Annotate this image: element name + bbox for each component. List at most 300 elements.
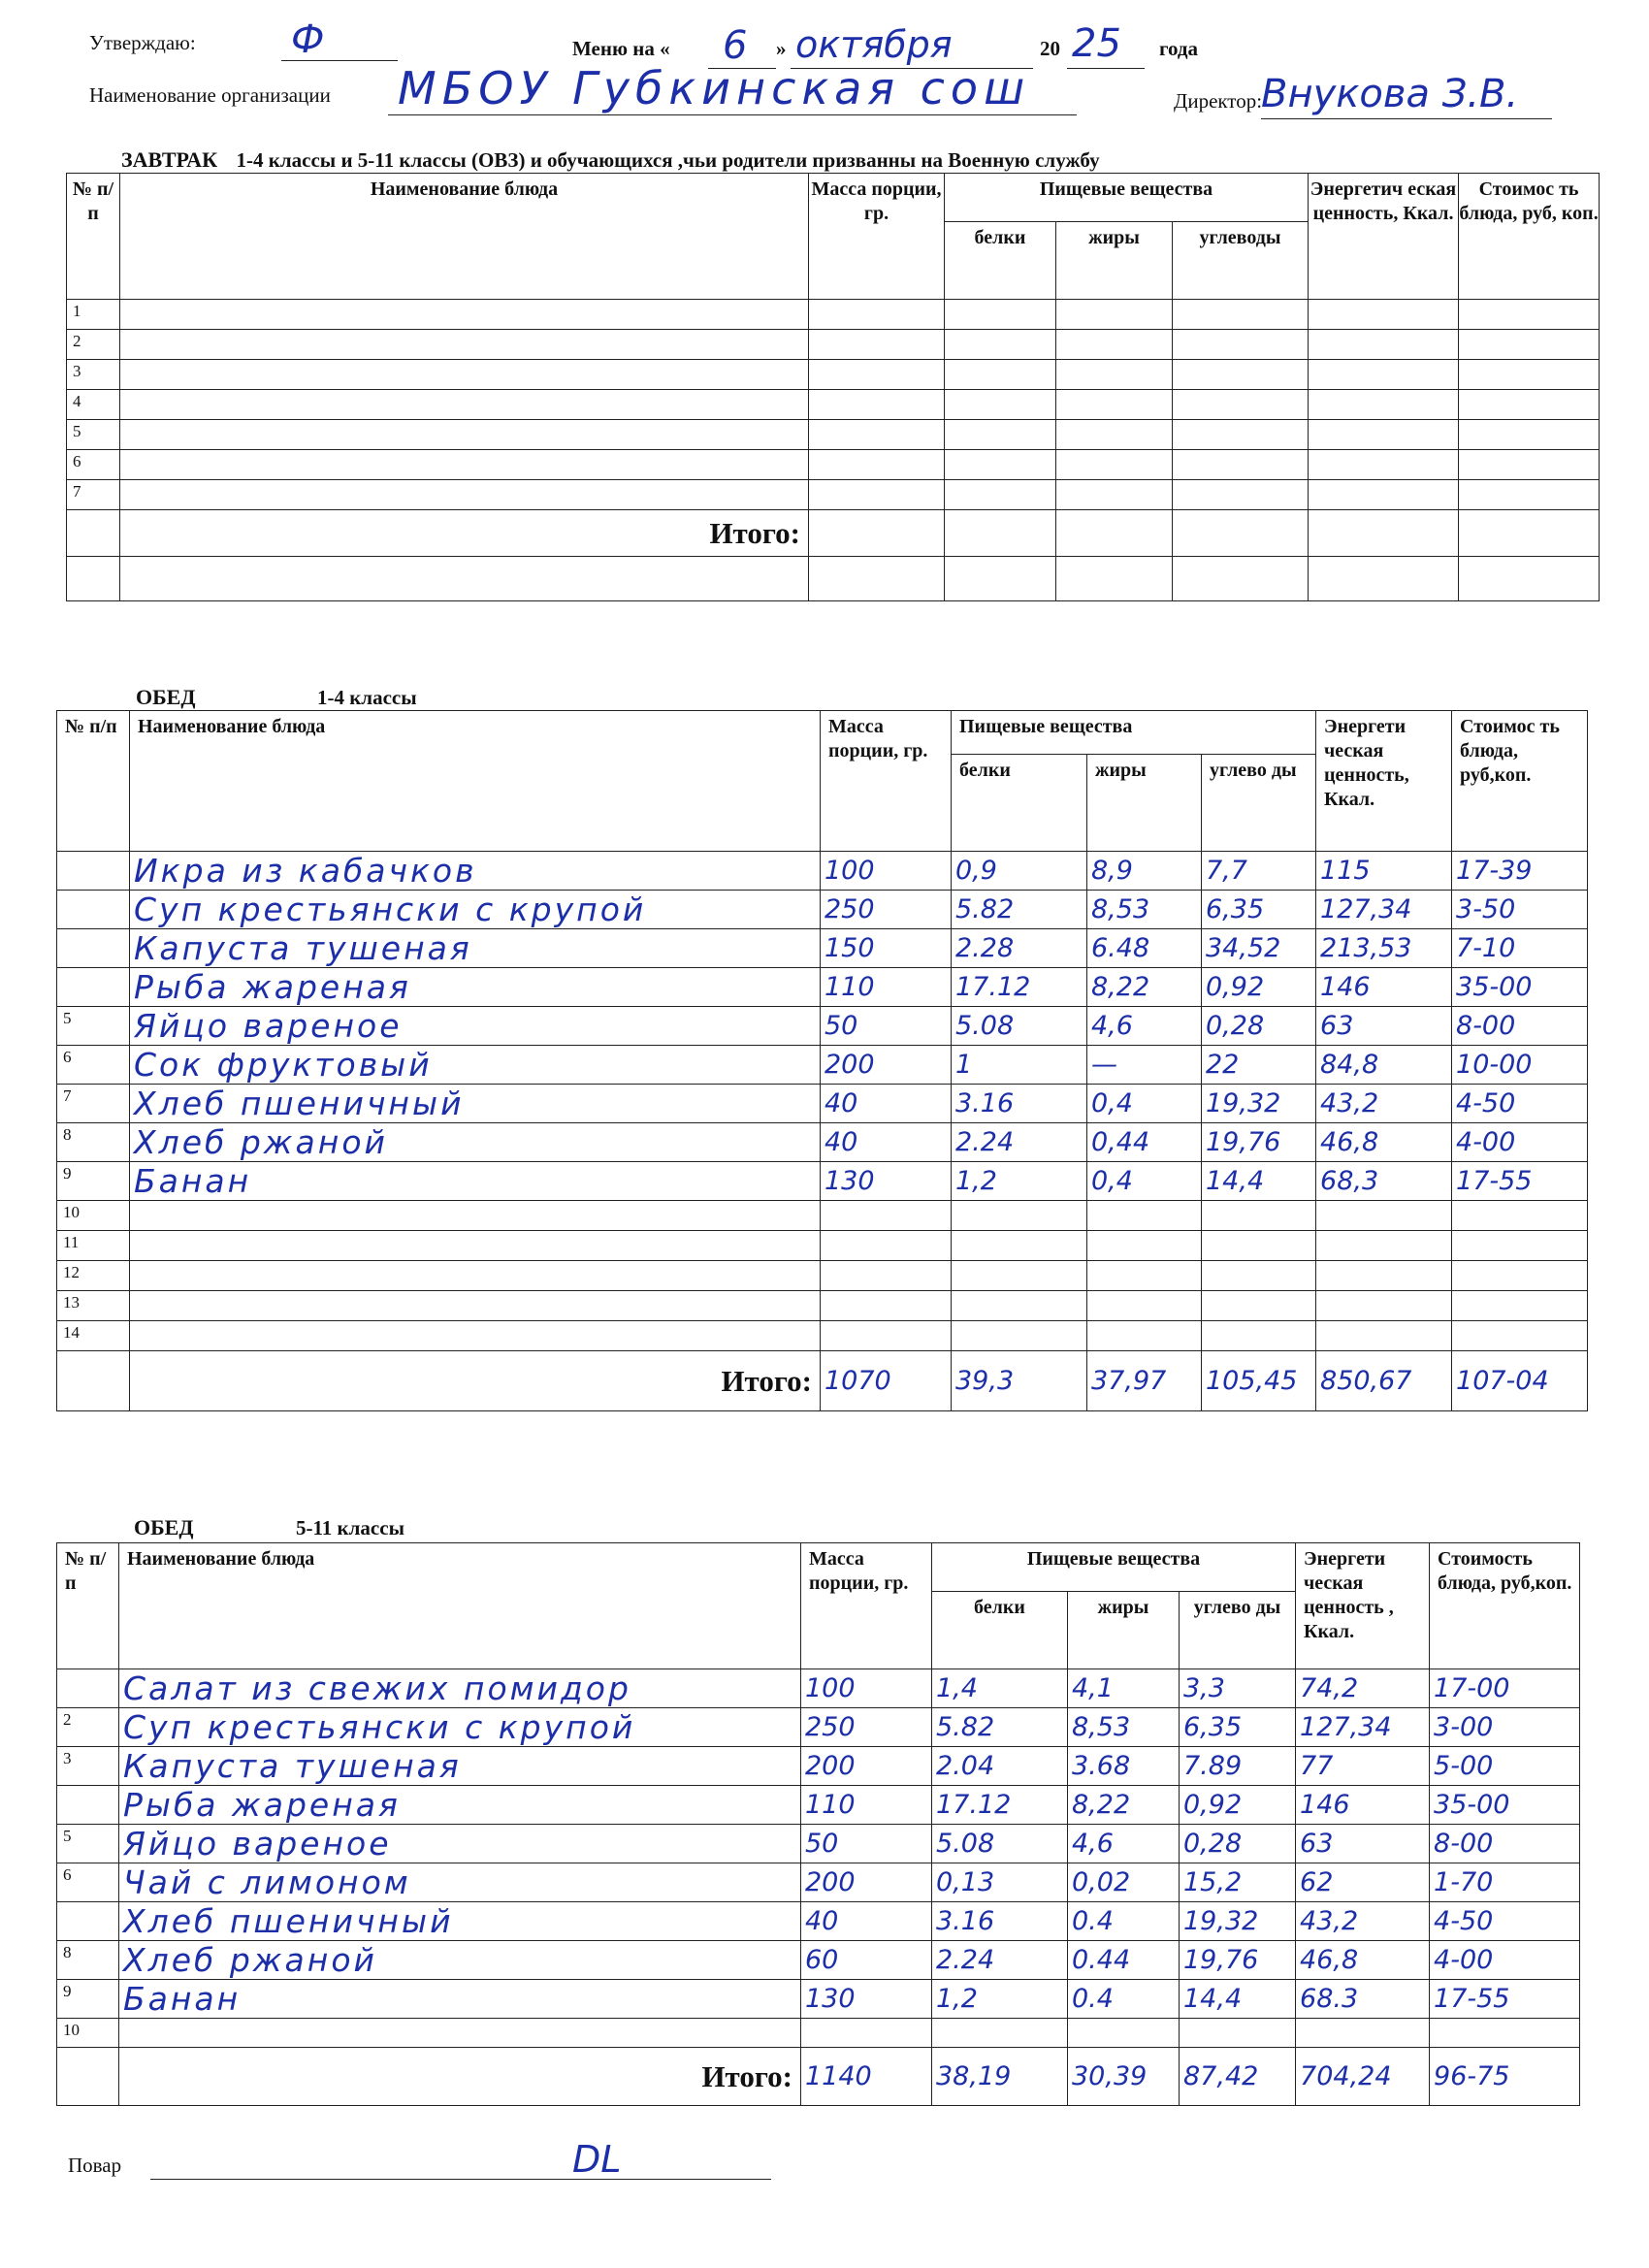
dish-energy: 68.3	[1296, 1980, 1430, 2019]
empty-cell	[1309, 420, 1459, 450]
table-row	[57, 1902, 1580, 1941]
col-protein: белки	[952, 755, 1087, 852]
row-number: 5	[57, 1825, 119, 1863]
dish-carbs: 3,3	[1180, 1669, 1296, 1708]
empty-cell	[1309, 300, 1459, 330]
table-row	[57, 1291, 1588, 1321]
table-row	[57, 1980, 1580, 2019]
dish-protein: 2.04	[932, 1747, 1068, 1786]
table-row	[57, 852, 1588, 891]
dish-protein	[952, 1261, 1087, 1291]
col-cost: Стоимос ть блюда, руб,коп.	[1452, 711, 1588, 852]
table-row	[57, 1231, 1588, 1261]
dish-mass: 100	[821, 852, 952, 891]
dish-fat: 0.4	[1068, 1980, 1180, 2019]
dish-cost: 7-10	[1452, 929, 1588, 968]
dish-name	[130, 1321, 821, 1351]
dish-energy	[1316, 1261, 1452, 1291]
dish-name: Рыба жареная	[130, 968, 821, 1007]
menu-date-line	[572, 37, 670, 61]
table-row	[67, 420, 1600, 450]
dish-energy: 115	[1316, 852, 1452, 891]
lunch2-table	[56, 1542, 1580, 2106]
row-number: 13	[57, 1291, 130, 1321]
lunch1-title: ОБЕД	[136, 685, 196, 709]
empty-cell	[1056, 480, 1173, 510]
dish-mass: 200	[801, 1863, 932, 1902]
dish-protein: 0,13	[932, 1863, 1068, 1902]
dish-name: Хлеб ржаной	[130, 1123, 821, 1162]
dish-name: Суп крестьянски с крупой	[119, 1708, 801, 1747]
row-number: 8	[57, 1941, 119, 1980]
row-number: 11	[57, 1231, 130, 1261]
dish-cost: 8-00	[1430, 1825, 1580, 1863]
dish-cost: 17-55	[1452, 1162, 1588, 1201]
dish-fat: 8,53	[1087, 891, 1202, 929]
dish-energy: 43,2	[1316, 1085, 1452, 1123]
dish-fat: 8,9	[1087, 852, 1202, 891]
dish-energy: 43,2	[1296, 1902, 1430, 1941]
empty-cell	[120, 330, 809, 360]
cook-label: Повар	[68, 2154, 122, 2177]
dish-energy: 213,53	[1316, 929, 1452, 968]
dish-name: Капуста тушеная	[130, 929, 821, 968]
dish-cost: 3-50	[1452, 891, 1588, 929]
dish-carbs: 19,32	[1180, 1902, 1296, 1941]
dish-energy: 84,8	[1316, 1046, 1452, 1085]
empty-cell	[120, 360, 809, 390]
lunch2-total-energy: 704,24	[1296, 2048, 1430, 2106]
dish-cost	[1430, 2019, 1580, 2048]
dish-protein: 1,2	[952, 1162, 1087, 1201]
menu-label: Меню на	[572, 37, 655, 60]
dish-cost: 10-00	[1452, 1046, 1588, 1085]
row-number: 3	[67, 360, 120, 390]
dish-name	[130, 1291, 821, 1321]
lunch2-total-protein: 38,19	[932, 2048, 1068, 2106]
empty-cell	[1309, 330, 1459, 360]
lunch2-total-cost: 96-75	[1430, 2048, 1580, 2106]
dish-protein: 1,4	[932, 1669, 1068, 1708]
empty-cell	[1459, 390, 1600, 420]
empty-cell	[945, 390, 1056, 420]
row-number	[57, 968, 130, 1007]
table-row	[57, 1201, 1588, 1231]
dish-name: Сок фруктовый	[130, 1046, 821, 1085]
empty-cell	[1056, 390, 1173, 420]
dish-cost: 17-55	[1430, 1980, 1580, 2019]
table-row	[57, 1825, 1580, 1863]
dish-fat	[1087, 1291, 1202, 1321]
dish-fat: —	[1087, 1046, 1202, 1085]
dish-name: Хлеб пшеничный	[130, 1085, 821, 1123]
empty-cell	[809, 450, 945, 480]
dish-energy	[1296, 2019, 1430, 2048]
dish-carbs: 0,92	[1180, 1786, 1296, 1825]
row-number: 12	[57, 1261, 130, 1291]
dish-fat: 3.68	[1068, 1747, 1180, 1786]
dish-name: Чай с лимоном	[119, 1863, 801, 1902]
row-number: 4	[67, 390, 120, 420]
empty-cell	[1173, 360, 1309, 390]
dish-mass: 200	[821, 1046, 952, 1085]
empty-cell	[945, 330, 1056, 360]
dish-protein: 17.12	[932, 1786, 1068, 1825]
dish-name: Банан	[119, 1980, 801, 2019]
dish-cost	[1452, 1261, 1588, 1291]
dish-name: Рыба жареная	[119, 1786, 801, 1825]
row-number: 9	[57, 1980, 119, 2019]
empty-cell	[945, 480, 1056, 510]
approve-label: Утверждаю:	[89, 31, 196, 54]
dish-energy	[1316, 1291, 1452, 1321]
dish-protein: 1	[952, 1046, 1087, 1085]
table-row	[57, 1085, 1588, 1123]
lunch2-subtitle: 5-11 классы	[295, 1516, 404, 1539]
dish-mass: 40	[801, 1902, 932, 1941]
dish-fat	[1087, 1231, 1202, 1261]
lunch1-total-mass: 1070	[821, 1351, 952, 1411]
row-number	[57, 852, 130, 891]
dish-protein: 3.16	[952, 1085, 1087, 1123]
col-nutrients: Пищевые вещества	[945, 174, 1309, 222]
row-number: 1	[67, 300, 120, 330]
dish-fat: 0.44	[1068, 1941, 1180, 1980]
dish-carbs: 22	[1202, 1046, 1316, 1085]
dish-protein: 2.28	[952, 929, 1087, 968]
table-row	[57, 1321, 1588, 1351]
year-word: года	[1159, 37, 1199, 60]
empty-cell	[1173, 390, 1309, 420]
dish-carbs: 19,76	[1180, 1941, 1296, 1980]
dish-cost: 3-00	[1430, 1708, 1580, 1747]
col-mass: Масса порции, гр.	[821, 711, 952, 852]
dish-energy: 63	[1316, 1007, 1452, 1046]
empty-cell	[120, 300, 809, 330]
col-energy: Энергети ческая ценность, Ккал.	[1316, 711, 1452, 852]
dish-carbs: 15,2	[1180, 1863, 1296, 1902]
lunch1-total-fat: 37,97	[1087, 1351, 1202, 1411]
dish-carbs: 34,52	[1202, 929, 1316, 968]
dish-fat	[1087, 1201, 1202, 1231]
empty-cell	[1173, 330, 1309, 360]
dish-mass	[821, 1291, 952, 1321]
empty-cell	[1056, 300, 1173, 330]
col-name: Наименование блюда	[130, 711, 821, 852]
col-fat: жиры	[1087, 755, 1202, 852]
row-number	[57, 929, 130, 968]
col-cost: Стоимость блюда, руб,коп.	[1430, 1543, 1580, 1669]
table-row	[57, 1007, 1588, 1046]
dish-fat	[1087, 1321, 1202, 1351]
dish-mass: 110	[821, 968, 952, 1007]
quote-open: «	[660, 37, 670, 60]
dish-cost: 5-00	[1430, 1747, 1580, 1786]
breakfast-heading	[121, 147, 1100, 173]
year-suffix: 25	[1072, 21, 1121, 66]
dish-carbs: 6,35	[1180, 1708, 1296, 1747]
table-row	[57, 1261, 1588, 1291]
dish-fat	[1087, 1261, 1202, 1291]
dish-protein: 3.16	[932, 1902, 1068, 1941]
dish-carbs: 19,76	[1202, 1123, 1316, 1162]
dish-name: Капуста тушеная	[119, 1747, 801, 1786]
empty-cell	[120, 450, 809, 480]
empty-cell	[1056, 420, 1173, 450]
table-row	[67, 300, 1600, 330]
dish-mass: 200	[801, 1747, 932, 1786]
empty-cell	[809, 330, 945, 360]
col-energy: Энергетич еская ценность, Ккал.	[1309, 174, 1459, 300]
dish-energy: 46,8	[1316, 1123, 1452, 1162]
dish-mass: 150	[821, 929, 952, 968]
col-protein: белки	[945, 222, 1056, 300]
dish-mass: 60	[801, 1941, 932, 1980]
dish-mass: 110	[801, 1786, 932, 1825]
lunch2-heading	[134, 1515, 404, 1540]
dish-protein: 2.24	[932, 1941, 1068, 1980]
col-mass: Масса порции, гр.	[809, 174, 945, 300]
dish-mass	[821, 1201, 952, 1231]
dish-protein: 5.82	[952, 891, 1087, 929]
empty-cell	[1056, 450, 1173, 480]
row-number: 2	[57, 1708, 119, 1747]
dish-fat: 0,44	[1087, 1123, 1202, 1162]
col-num: № п/п	[57, 711, 130, 852]
dish-fat: 8,22	[1087, 968, 1202, 1007]
empty-cell	[1309, 450, 1459, 480]
col-fat: жиры	[1068, 1592, 1180, 1669]
dish-fat: 0.4	[1068, 1902, 1180, 1941]
lunch1-heading	[136, 685, 417, 710]
dish-fat: 6.48	[1087, 929, 1202, 968]
dish-carbs	[1202, 1321, 1316, 1351]
dish-protein: 2.24	[952, 1123, 1087, 1162]
dish-fat: 0,02	[1068, 1863, 1180, 1902]
empty-cell	[120, 420, 809, 450]
empty-cell	[1459, 360, 1600, 390]
empty-cell	[809, 360, 945, 390]
col-nutrients: Пищевые вещества	[952, 711, 1316, 755]
dish-carbs: 0,28	[1202, 1007, 1316, 1046]
dish-name	[130, 1201, 821, 1231]
lunch1-table	[56, 710, 1588, 1411]
dish-cost: 4-50	[1430, 1902, 1580, 1941]
row-number: 10	[57, 2019, 119, 2048]
col-num: № п/ п	[57, 1543, 119, 1669]
dish-cost: 35-00	[1452, 968, 1588, 1007]
org-name: МБОУ Губкинская сош	[398, 62, 1031, 114]
empty-cell	[809, 300, 945, 330]
dish-carbs: 7.89	[1180, 1747, 1296, 1786]
table-row	[57, 1863, 1580, 1902]
dish-protein: 5.08	[952, 1007, 1087, 1046]
dish-fat: 0,4	[1087, 1162, 1202, 1201]
dish-name	[119, 2019, 801, 2048]
dish-energy	[1316, 1201, 1452, 1231]
lunch2-total-label: Итого:	[119, 2048, 801, 2106]
lunch1-total-protein: 39,3	[952, 1351, 1087, 1411]
dish-fat: 4,6	[1087, 1007, 1202, 1046]
col-carbs: углево ды	[1202, 755, 1316, 852]
dish-carbs: 7,7	[1202, 852, 1316, 891]
table-row	[57, 1046, 1588, 1085]
dish-carbs	[1202, 1201, 1316, 1231]
empty-cell	[120, 390, 809, 420]
dish-mass	[821, 1261, 952, 1291]
empty-cell	[1173, 450, 1309, 480]
row-number: 6	[57, 1863, 119, 1902]
dish-cost	[1452, 1321, 1588, 1351]
lunch1-total-energy: 850,67	[1316, 1351, 1452, 1411]
quote-close: »	[776, 37, 787, 60]
dish-protein	[952, 1321, 1087, 1351]
dish-energy: 46,8	[1296, 1941, 1430, 1980]
dish-cost: 35-00	[1430, 1786, 1580, 1825]
dish-name: Хлеб пшеничный	[119, 1902, 801, 1941]
dish-energy: 146	[1296, 1786, 1430, 1825]
table-row	[57, 1162, 1588, 1201]
row-number: 5	[57, 1007, 130, 1046]
dish-mass: 130	[801, 1980, 932, 2019]
empty-cell	[120, 480, 809, 510]
year-prefix: 20	[1040, 37, 1060, 60]
dish-cost: 17-00	[1430, 1669, 1580, 1708]
col-energy: Энергети ческая ценность , Ккал.	[1296, 1543, 1430, 1669]
empty-cell	[1459, 450, 1600, 480]
row-number: 6	[67, 450, 120, 480]
dish-cost: 1-70	[1430, 1863, 1580, 1902]
empty-cell	[1056, 360, 1173, 390]
dish-name	[130, 1261, 821, 1291]
row-number: 10	[57, 1201, 130, 1231]
dish-mass	[821, 1231, 952, 1261]
dish-carbs: 19,32	[1202, 1085, 1316, 1123]
menu-month: октября	[795, 23, 953, 66]
empty-cell	[1173, 300, 1309, 330]
lunch1-total-carbs: 105,45	[1202, 1351, 1316, 1411]
dish-name: Банан	[130, 1162, 821, 1201]
lunch1-total-label: Итого:	[130, 1351, 821, 1411]
dish-mass	[821, 1321, 952, 1351]
col-name: Наименование блюда	[119, 1543, 801, 1669]
table-row	[57, 1941, 1580, 1980]
dish-protein: 0,9	[952, 852, 1087, 891]
dish-protein	[932, 2019, 1068, 2048]
dish-protein	[952, 1201, 1087, 1231]
dish-name: Салат из свежих помидор	[119, 1669, 801, 1708]
dish-energy: 127,34	[1296, 1708, 1430, 1747]
dish-carbs: 14,4	[1180, 1980, 1296, 2019]
dish-name	[130, 1231, 821, 1261]
dish-cost	[1452, 1201, 1588, 1231]
dish-energy: 68,3	[1316, 1162, 1452, 1201]
dish-carbs	[1202, 1261, 1316, 1291]
row-number	[57, 891, 130, 929]
menu-day: 6	[723, 23, 748, 68]
col-fat: жиры	[1056, 222, 1173, 300]
empty-cell	[945, 420, 1056, 450]
dish-mass	[801, 2019, 932, 2048]
empty-cell	[1309, 480, 1459, 510]
dish-protein: 17.12	[952, 968, 1087, 1007]
dish-carbs: 0,28	[1180, 1825, 1296, 1863]
dish-cost	[1452, 1291, 1588, 1321]
dish-cost: 17-39	[1452, 852, 1588, 891]
dish-carbs	[1180, 2019, 1296, 2048]
empty-cell	[809, 390, 945, 420]
dish-carbs: 6,35	[1202, 891, 1316, 929]
dish-protein: 5.82	[932, 1708, 1068, 1747]
table-row	[57, 1786, 1580, 1825]
dish-mass: 250	[821, 891, 952, 929]
dish-mass: 130	[821, 1162, 952, 1201]
dish-mass: 250	[801, 1708, 932, 1747]
row-number: 7	[67, 480, 120, 510]
col-cost: Стоимос ть блюда, руб, коп.	[1459, 174, 1600, 300]
row-number: 6	[57, 1046, 130, 1085]
table-row	[67, 330, 1600, 360]
table-row	[57, 1747, 1580, 1786]
table-row	[57, 1708, 1580, 1747]
dish-fat: 8,22	[1068, 1786, 1180, 1825]
dish-energy: 77	[1296, 1747, 1430, 1786]
row-number: 8	[57, 1123, 130, 1162]
dish-name: Икра из кабачков	[130, 852, 821, 891]
table-row	[67, 390, 1600, 420]
dish-protein	[952, 1291, 1087, 1321]
dish-energy	[1316, 1321, 1452, 1351]
dish-mass: 40	[821, 1123, 952, 1162]
col-mass: Масса порции, гр.	[801, 1543, 932, 1669]
row-number: 3	[57, 1747, 119, 1786]
dish-protein: 5.08	[932, 1825, 1068, 1863]
dish-protein: 1,2	[932, 1980, 1068, 2019]
dish-cost: 8-00	[1452, 1007, 1588, 1046]
dish-carbs: 0,92	[1202, 968, 1316, 1007]
dish-carbs	[1202, 1231, 1316, 1261]
dish-energy: 127,34	[1316, 891, 1452, 929]
row-number: 5	[67, 420, 120, 450]
dish-carbs: 14,4	[1202, 1162, 1316, 1201]
dish-mass: 50	[821, 1007, 952, 1046]
dish-name: Суп крестьянски с крупой	[130, 891, 821, 929]
org-label: Наименование организации	[89, 83, 331, 107]
table-row	[57, 929, 1588, 968]
dish-fat	[1068, 2019, 1180, 2048]
empty-cell	[1309, 390, 1459, 420]
empty-cell	[1056, 330, 1173, 360]
row-number: 14	[57, 1321, 130, 1351]
dish-protein	[952, 1231, 1087, 1261]
dish-energy: 62	[1296, 1863, 1430, 1902]
row-number: 7	[57, 1085, 130, 1123]
empty-cell	[1459, 420, 1600, 450]
dish-energy: 63	[1296, 1825, 1430, 1863]
dish-cost: 4-50	[1452, 1085, 1588, 1123]
breakfast-title: ЗАВТРАК	[121, 147, 218, 172]
dish-name: Хлеб ржаной	[119, 1941, 801, 1980]
row-number: 2	[67, 330, 120, 360]
table-row	[57, 968, 1588, 1007]
dish-name: Яйцо вареное	[119, 1825, 801, 1863]
table-row	[67, 480, 1600, 510]
dish-cost: 4-00	[1430, 1941, 1580, 1980]
lunch1-total-cost: 107-04	[1452, 1351, 1588, 1411]
table-row	[57, 891, 1588, 929]
table-row	[57, 1123, 1588, 1162]
cook-signature: DL	[572, 2138, 622, 2181]
